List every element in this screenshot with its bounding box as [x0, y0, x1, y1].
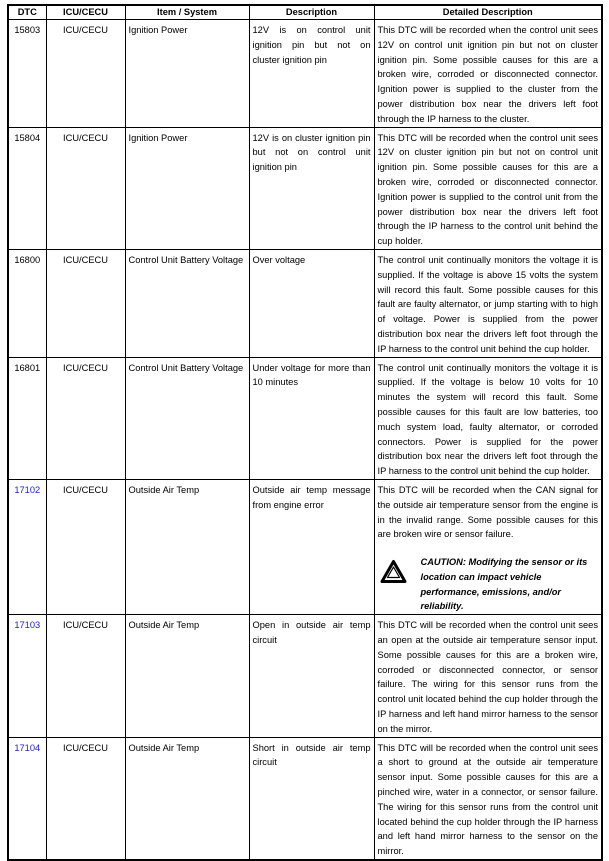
- unit-cell: ICU/CECU: [46, 479, 125, 614]
- table-row: [8, 357, 602, 479]
- table-header-row: [8, 5, 602, 20]
- detailed-description-cell: The control unit continually monitors the voltage it is supplied. If the voltage is below 10 volts for 10 minutes the system will record this fault. Some possible causes for this fault are low batteries, too much system load, faulty alternator, or corroded connectors. Power is supplied for the power distribution box near the drivers left foot through the IP harness to the control unit behind the cup holder.: [374, 357, 602, 479]
- caution-text: CAUTION: Modifying the sensor or its location can impact vehicle performance, emissions, and/or reliability.: [420, 557, 588, 612]
- dtc-link[interactable]: 17103: [14, 620, 41, 631]
- item-system-cell: Outside Air Temp: [125, 615, 249, 737]
- item-system-cell: Control Unit Battery Voltage: [125, 357, 249, 479]
- dtc-code: 15803: [14, 25, 41, 35]
- detailed-description-cell: The control unit continually monitors the voltage it is supplied. If the voltage is above 15 volts the system will record this fault. Some possible causes for this fault are faulty alternator, or jump starting with to high of voltage. Power is supplied from the power distribution box near the drivers left foot through the IP harness to the control unit behind the cup holder.: [374, 249, 602, 357]
- table-row: [8, 615, 602, 737]
- dtc-cell: [8, 20, 46, 128]
- dtc-cell: [8, 357, 46, 479]
- description-cell: Open in outside air temp circuit: [249, 615, 374, 737]
- dtc-cell: [8, 615, 46, 737]
- item-system-cell: Control Unit Battery Voltage: [125, 249, 249, 357]
- dtc-cell: [8, 127, 46, 249]
- header-detailed-description: Detailed Description: [374, 5, 602, 20]
- dtc-link[interactable]: 17104: [14, 742, 41, 753]
- item-system-cell: Ignition Power: [125, 20, 249, 128]
- dtc-table: [7, 4, 603, 861]
- table-row: [8, 479, 602, 614]
- detailed-description-text: This DTC will be recorded when the CAN signal for the outside air temperature sensor from the engine is in the invalid range. Some possible causes for this are broken wire or sensor failure.: [377, 484, 598, 540]
- detailed-description-cell: This DTC will be recorded when the control unit sees an open at the outside air temperature sensor input. Some possible causes for this are a broken wire, corroded or disconnected connector, or sensor failure. The wiring for this sensor runs from the control unit located behind the cup holder through the IP harness and left hand mirror harness to the sensor on the mirror.: [374, 615, 602, 737]
- dtc-cell: [8, 737, 46, 860]
- unit-cell: ICU/CECU: [46, 127, 125, 249]
- detailed-description-cell: This DTC will be recorded when the control unit sees 12V on control unit ignition pin but not on cluster ignition pin. Some possible causes for this are a broken wire, corroded or disconnected connector. Ignition power is supplied to the cluster from the power distribution box near the drivers left foot through the IP harness to the cluster.: [374, 20, 602, 128]
- description-cell: Outside air temp message from engine error: [249, 479, 374, 614]
- dtc-link[interactable]: 17102: [14, 484, 41, 495]
- unit-cell: ICU/CECU: [46, 357, 125, 479]
- dtc-code: 16800: [14, 254, 41, 265]
- header-icu-cecu: ICU/CECU: [46, 5, 125, 20]
- dtc-code: 15804: [14, 132, 41, 143]
- warning-triangle-icon: [380, 555, 407, 589]
- table-row: [8, 20, 602, 128]
- description-cell: Under voltage for more than 10 minutes: [249, 357, 374, 479]
- table-row: [8, 127, 602, 249]
- header-item-system: Item / System: [125, 5, 249, 20]
- detailed-description-cell: This DTC will be recorded when the control unit sees 12V on cluster ignition pin but not on control unit ignition pin. Some possible causes for this are a broken wire, corroded or disconnected connector. Ignition power is supplied to the control unit from the power distribution box near the drivers left foot through the IP harness to the control unit behind the cup holder.: [374, 127, 602, 249]
- item-system-cell: Ignition Power: [125, 127, 249, 249]
- description-cell: 12V is on control unit ignition pin but not on cluster ignition pin: [249, 20, 374, 128]
- detailed-description-cell: [374, 479, 602, 614]
- table-row: [8, 249, 602, 357]
- description-cell: Over voltage: [249, 249, 374, 357]
- caution-block: [378, 555, 599, 614]
- detailed-description-cell: This DTC will be recorded when the control unit sees a short to ground at the outside air temperature sensor input. Some possible causes for this are a pinched wire, water in a connector, or sensor failure. The wiring for this sensor runs from the control unit located behind the cup holder through the IP harness and left hand mirror harness to the sensor on the mirror.: [374, 737, 602, 860]
- unit-cell: ICU/CECU: [46, 737, 125, 860]
- dtc-cell: [8, 249, 46, 357]
- dtc-cell: [8, 479, 46, 614]
- description-cell: 12V is on cluster ignition pin but not on control unit ignition pin: [249, 127, 374, 249]
- item-system-cell: Outside Air Temp: [125, 479, 249, 614]
- header-dtc: DTC: [8, 5, 46, 20]
- header-description: Description: [249, 5, 374, 20]
- unit-cell: ICU/CECU: [46, 615, 125, 737]
- description-cell: Short in outside air temp circuit: [249, 737, 374, 860]
- unit-cell: ICU/CECU: [46, 249, 125, 357]
- table-row: [8, 737, 602, 860]
- item-system-cell: Outside Air Temp: [125, 737, 249, 860]
- unit-cell: ICU/CECU: [46, 20, 125, 128]
- dtc-code: 16801: [14, 362, 41, 373]
